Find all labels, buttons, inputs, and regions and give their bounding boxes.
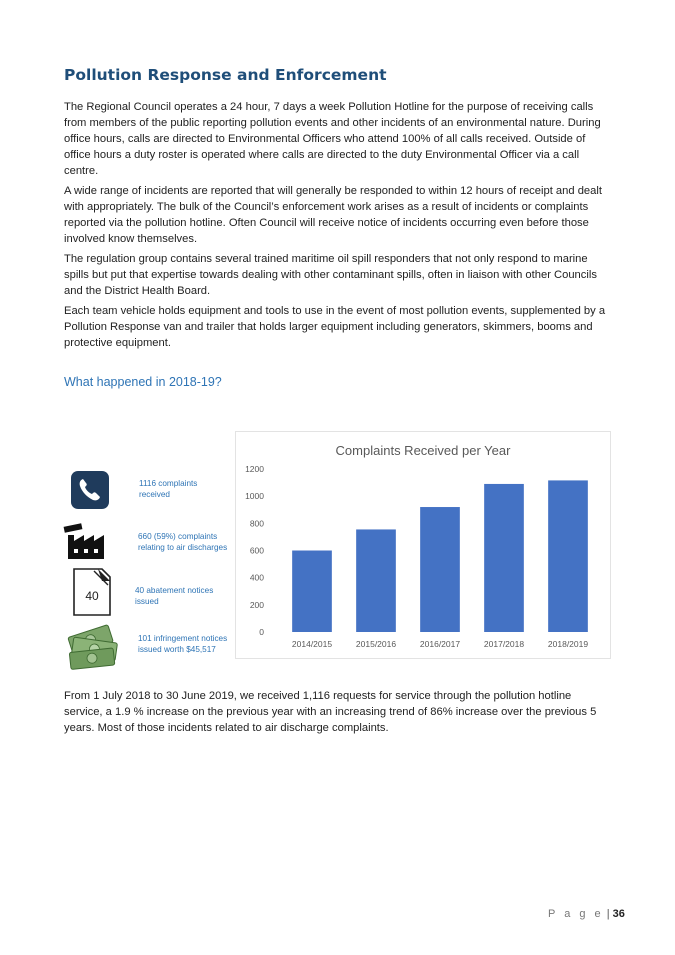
paragraph-equipment: Each team vehicle holds equipment and tools to use in the event of most pollution events, supplemented by a Pollution Response van and trailer that holds larger equipment including generators, skimmers, booms and protective equipment. — [64, 305, 606, 349]
y-tick-label: 200 — [249, 599, 264, 610]
page-title: Pollution Response and Enforcement — [64, 66, 387, 84]
x-tick-label: 2018/2019 — [547, 639, 589, 649]
y-tick-label: 1000 — [245, 491, 264, 502]
money-icon — [66, 624, 122, 675]
bar-2016-2017 — [420, 507, 460, 632]
x-tick-label: 2014/2015 — [291, 639, 333, 649]
y-tick-label: 400 — [249, 572, 264, 583]
paragraph-summary: From 1 July 2018 to 30 June 2019, we received 1,116 requests for service through the pollution hotline service, a 1.9 % increase on the previous year with an increasing trend of 86% increase over the previous 5 years. Most of those incidents related to air discharge complaints. — [64, 690, 597, 734]
paragraph-responders: The regulation group contains several trained maritime oil spill responders that not only respond to marine spills but put that expertise towards dealing with other contaminant spills, often in liaison with other Councils and the District Health Board. — [64, 253, 597, 297]
bar-2017-2018 — [484, 484, 524, 632]
phone-icon — [70, 470, 110, 515]
chart-title: Complaints Received per Year — [335, 443, 511, 458]
x-tick-label: 2016/2017 — [419, 639, 461, 649]
bar-2014-2015 — [292, 551, 332, 633]
page-number: 36 — [612, 908, 625, 920]
section-subheading: What happened in 2018-19? — [64, 375, 222, 389]
factory-icon — [62, 523, 112, 566]
page-separator: | — [606, 908, 610, 920]
stat-abatement: 40 abatement notices issued — [135, 586, 214, 606]
bar-2018-2019 — [548, 480, 588, 632]
x-tick-label: 2017/2018 — [483, 639, 525, 649]
complaints-chart — [235, 431, 611, 659]
chart-svg — [236, 432, 610, 658]
y-tick-label: 800 — [249, 518, 264, 529]
y-tick-label: 1200 — [245, 464, 264, 474]
stat-complaints: 1116 complaints received — [139, 479, 198, 499]
x-tick-label: 2015/2016 — [355, 639, 397, 649]
document-icon — [72, 567, 112, 622]
page-footer — [548, 908, 625, 920]
paragraph-incidents: A wide range of incidents are reported that will generally be responded to within 12 hours of receipt and dealt with appropriately. The bulk of the Council’s enforcement work arises as a result of incidents or complaints reported via the pollution hotline. Often Council will receive notice of incidents occurring even before those involved know themselves. — [64, 185, 602, 245]
abatement-count: 40 — [85, 589, 99, 603]
bar-2015-2016 — [356, 529, 396, 632]
page-label: P a g e — [548, 908, 604, 920]
stat-air-discharges: 660 (59%) complaints relating to air discharges — [138, 532, 228, 552]
y-tick-label: 0 — [259, 627, 264, 637]
y-tick-label: 600 — [249, 545, 264, 556]
paragraph-hotline: The Regional Council operates a 24 hour, 7 days a week Pollution Hotline for the purpose of receiving calls from members of the public reporting pollution events and other incidents of an environmental nature. During office hours, calls are directed to Environmental Officers who attend 100% of all calls received. Outside of office hours a duty roster is operated where calls are directed to the duty Environmental Officer via a call centre. — [64, 101, 601, 177]
stat-infringement: 101 infringement notices issued worth $45,517 — [138, 634, 228, 654]
